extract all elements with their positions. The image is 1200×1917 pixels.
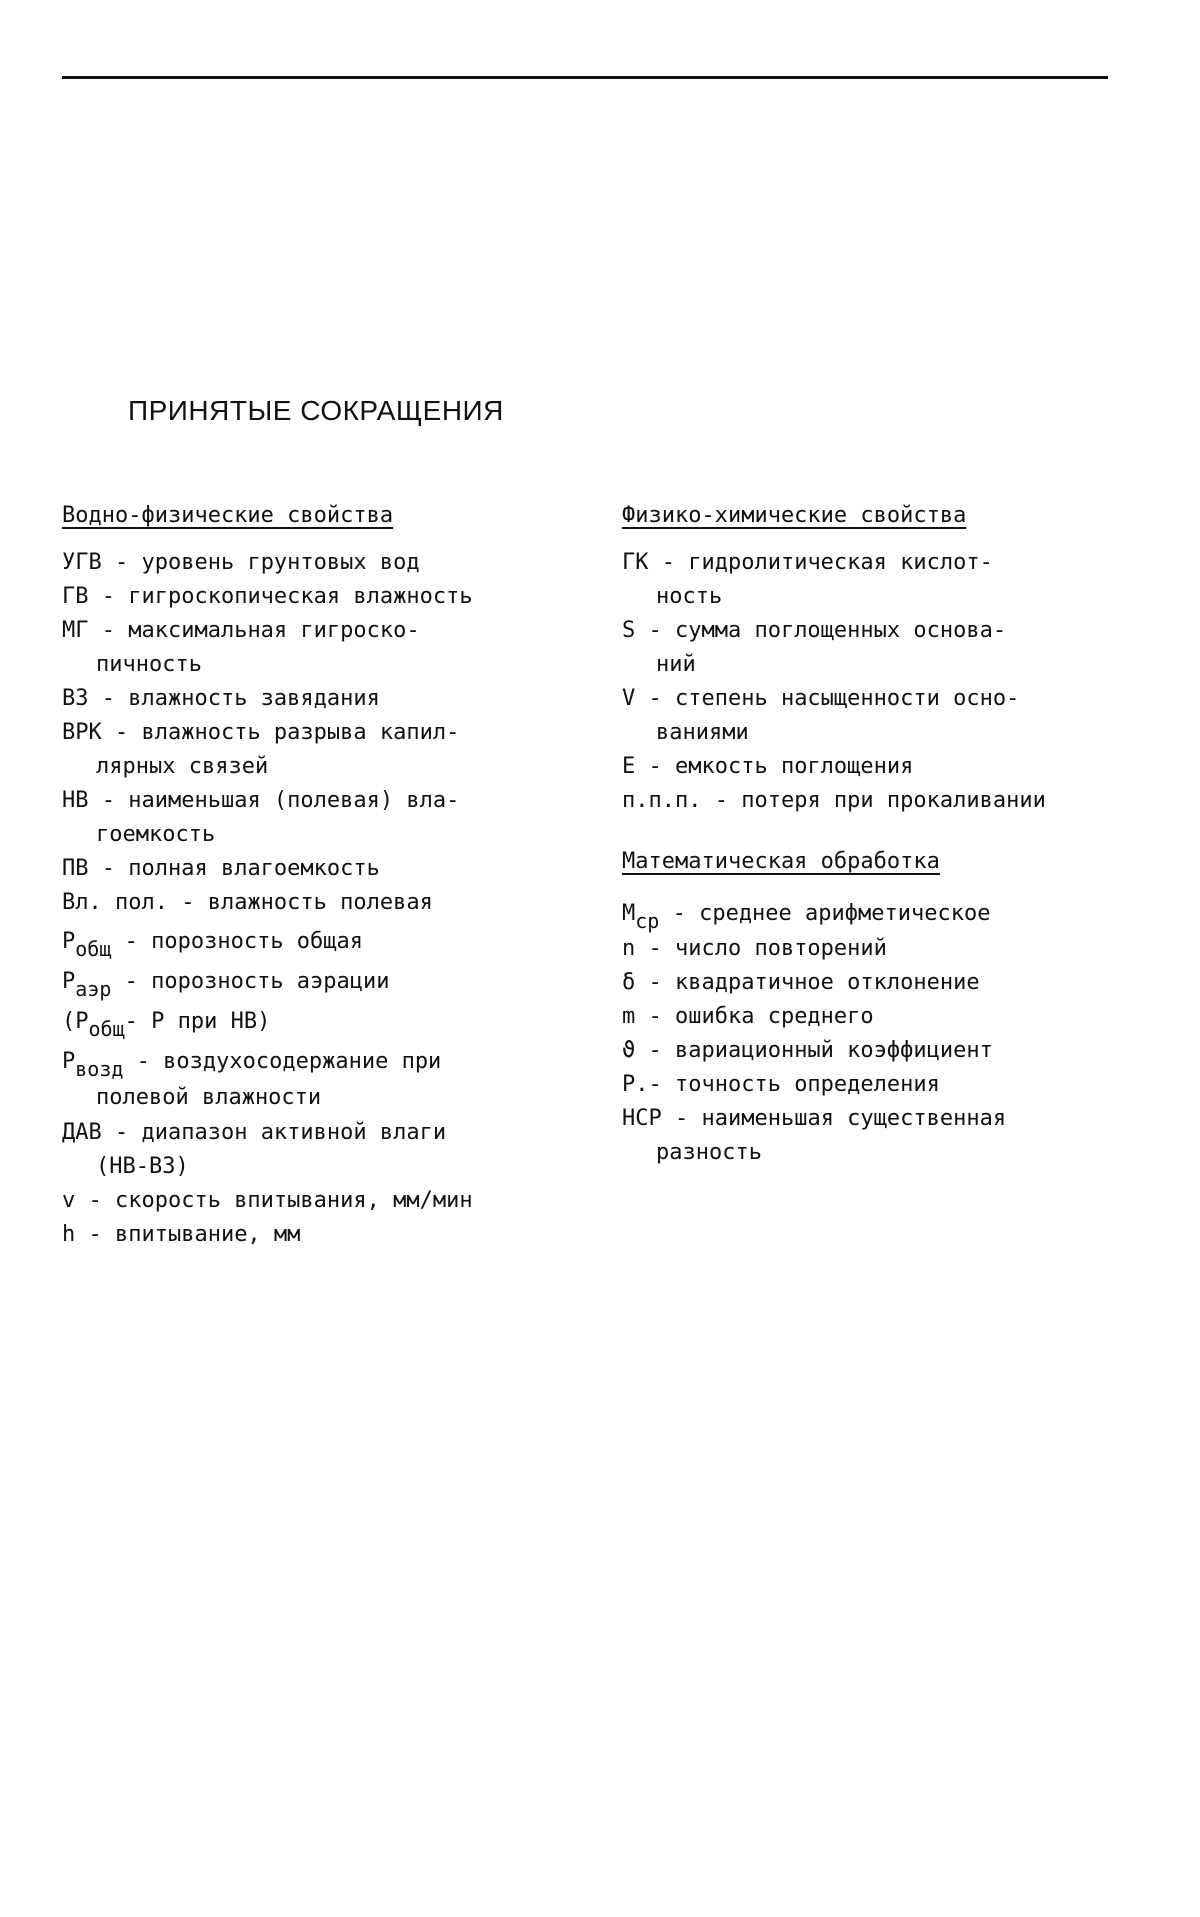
abbreviation-definition: - сумма поглощенных основа- <box>635 618 1007 643</box>
abbreviation-entry <box>62 614 582 682</box>
abbreviation-entry <box>622 614 1142 682</box>
abbreviation-term: НСР <box>622 1106 662 1131</box>
abbreviation-entry <box>622 750 1142 784</box>
abbreviation-definition-continuation: ность <box>656 584 723 609</box>
section-heading-math: Математическая обработка <box>622 849 940 874</box>
abbreviation-term: (P <box>62 1009 89 1034</box>
abbreviation-subscript: возд <box>75 1057 124 1081</box>
left-column <box>62 500 582 1252</box>
abbreviation-term: п.п.п. <box>622 788 702 813</box>
abbreviation-entry <box>62 1184 582 1218</box>
abbreviation-entry <box>622 784 1142 818</box>
abbreviation-definition: - потеря при прокаливании <box>701 788 1046 813</box>
abbreviation-entry <box>622 1068 1142 1102</box>
abbreviation-entry <box>622 1034 1142 1068</box>
section-heading-water-physical: Водно-физические свойства <box>62 503 394 528</box>
abbreviation-term: Е <box>622 754 636 779</box>
abbreviation-term: НВ <box>62 788 89 813</box>
abbreviation-term: ДАВ <box>62 1120 102 1145</box>
abbreviation-list-math <box>622 892 1142 1170</box>
abbreviation-entry <box>62 1218 582 1252</box>
abbreviation-entry <box>622 932 1142 966</box>
abbreviation-definition: - степень насыщенности осно- <box>635 686 1020 711</box>
abbreviation-definition: - уровень грунтовых вод <box>101 550 420 575</box>
abbreviation-definition-continuation: ваниями <box>656 720 749 745</box>
abbreviation-term: P <box>62 969 76 994</box>
abbreviation-entry <box>622 682 1142 750</box>
abbreviation-definition: - полная влагоемкость <box>88 856 380 881</box>
abbreviation-definition: - максимальная гигроско- <box>88 618 420 643</box>
abbreviation-definition: - вариационный коэффициент <box>635 1038 993 1063</box>
abbreviation-entry <box>622 966 1142 1000</box>
abbreviation-definition: - наименьшая (полевая) вла- <box>88 788 460 813</box>
abbreviation-term: v <box>62 1188 76 1213</box>
abbreviation-term: M <box>622 901 636 926</box>
abbreviation-definition: - влажность полевая <box>167 890 433 915</box>
abbreviation-definition: - порозность аэрации <box>111 969 390 994</box>
abbreviation-definition-continuation: (НВ-ВЗ) <box>96 1154 189 1179</box>
abbreviation-definition: .- точность определения <box>635 1072 940 1097</box>
abbreviation-definition: - влажность завядания <box>88 686 380 711</box>
abbreviation-definition: - гигроскопическая влажность <box>88 584 473 609</box>
abbreviation-definition: - наименьшая существенная <box>661 1106 1007 1131</box>
abbreviation-entry <box>62 716 582 784</box>
abbreviation-definition-continuation: ний <box>656 652 696 677</box>
abbreviation-entry <box>622 892 1142 932</box>
abbreviation-entry <box>622 1102 1142 1170</box>
abbreviation-definition-continuation: полевой влажности <box>96 1085 322 1110</box>
abbreviation-list-water-physical <box>62 546 582 1252</box>
abbreviation-subscript: аэр <box>75 977 112 1001</box>
abbreviation-term: МГ <box>62 618 89 643</box>
abbreviation-entry <box>62 1116 582 1184</box>
abbreviation-definition: - диапазон активной влаги <box>101 1120 447 1145</box>
abbreviation-entry <box>622 546 1142 614</box>
abbreviation-term: ВРК <box>62 720 102 745</box>
abbreviation-entry <box>62 960 582 1000</box>
abbreviation-definition: - воздухосодержание при <box>123 1049 442 1074</box>
abbreviation-term: ГВ <box>62 584 89 609</box>
abbreviation-term: h <box>62 1222 76 1247</box>
abbreviation-entry <box>62 580 582 614</box>
top-rule <box>62 76 1108 79</box>
abbreviation-term: ГК <box>622 550 649 575</box>
abbreviation-term: P <box>622 1072 636 1097</box>
abbreviation-term: ϑ <box>622 1038 636 1063</box>
abbreviation-entry <box>62 1000 582 1040</box>
abbreviation-definition-continuation: разность <box>656 1140 762 1165</box>
abbreviation-term: S <box>622 618 636 643</box>
abbreviation-entry <box>62 886 582 920</box>
abbreviation-term: ПВ <box>62 856 89 881</box>
abbreviation-entry <box>62 784 582 852</box>
abbreviation-term: P <box>62 1049 76 1074</box>
abbreviation-term: m <box>622 1004 636 1029</box>
abbreviation-subscript: общ <box>75 937 112 961</box>
abbreviation-definition: - емкость поглощения <box>635 754 914 779</box>
abbreviation-entry <box>62 852 582 886</box>
abbreviation-term: ВЗ <box>62 686 89 711</box>
abbreviation-entry <box>622 1000 1142 1034</box>
abbreviation-term: Вл. пол. <box>62 890 168 915</box>
abbreviation-definition: - впитывание, мм <box>75 1222 301 1247</box>
abbreviation-entry <box>62 1040 582 1116</box>
section-heading-physico-chemical: Физико-химические свойства <box>622 503 967 528</box>
abbreviation-term: P <box>62 929 76 954</box>
right-column <box>622 500 1142 1170</box>
abbreviation-subscript: ср <box>635 909 660 933</box>
abbreviation-definition: - ошибка среднего <box>635 1004 874 1029</box>
abbreviation-definition: - порозность общая <box>111 929 364 954</box>
abbreviation-entry <box>62 546 582 580</box>
abbreviation-definition-continuation: лярных связей <box>96 754 269 779</box>
abbreviation-definition: - число повторений <box>635 936 887 961</box>
abbreviation-definition: - среднее арифметическое <box>659 901 991 926</box>
abbreviation-list-physico-chemical <box>622 546 1142 818</box>
abbreviation-term: δ <box>622 970 636 995</box>
abbreviation-entry <box>62 682 582 716</box>
abbreviation-entry <box>62 920 582 960</box>
abbreviation-definition-continuation: гоемкость <box>96 822 216 847</box>
abbreviation-definition: - квадратичное отклонение <box>635 970 980 995</box>
abbreviation-definition: - влажность разрыва капил- <box>101 720 460 745</box>
abbreviation-definition: - гидролитическая кислот- <box>648 550 993 575</box>
abbreviation-subscript: общ <box>88 1017 125 1041</box>
abbreviation-definition: - P при НВ) <box>124 1009 271 1034</box>
abbreviation-term: V <box>622 686 636 711</box>
page-title: ПРИНЯТЫЕ СОКРАЩЕНИЯ <box>128 395 504 426</box>
abbreviation-definition-continuation: пичность <box>96 652 202 677</box>
abbreviation-definition: - скорость впитывания, мм/мин <box>75 1188 473 1213</box>
abbreviation-term: n <box>622 936 636 961</box>
abbreviation-term: УГВ <box>62 550 102 575</box>
